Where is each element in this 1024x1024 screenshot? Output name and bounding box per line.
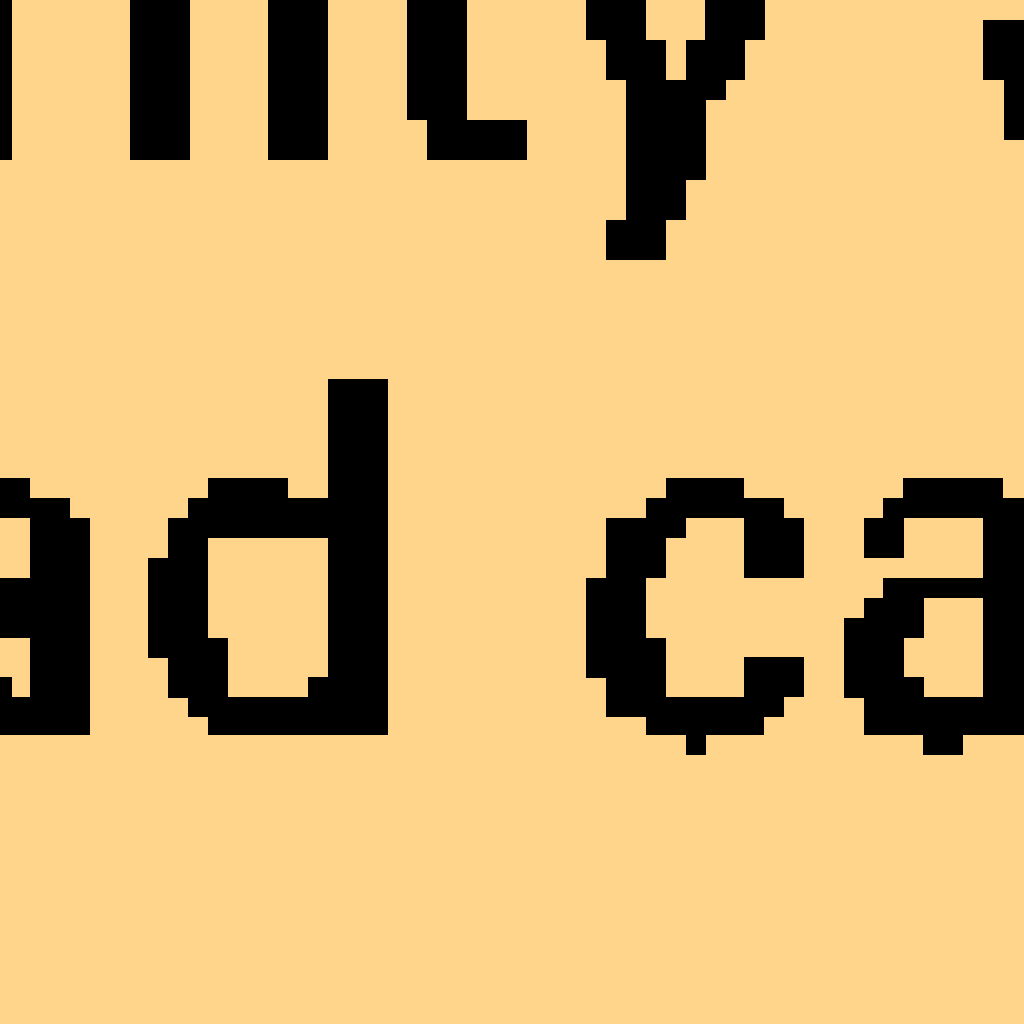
glyph-a-left <box>0 478 90 735</box>
glyph-fragment-right <box>983 20 1024 140</box>
line-2-glyphs <box>0 379 1024 755</box>
glyph-i <box>130 0 190 160</box>
glyph-l-stem <box>268 0 328 160</box>
glyph-stem-fragment <box>0 0 12 160</box>
glyph-d <box>148 379 388 735</box>
glyph-t-stem <box>407 0 467 120</box>
glyph-t-foot <box>427 120 527 160</box>
glyph-c <box>586 478 804 755</box>
line-1-glyphs <box>0 0 1024 260</box>
glyph-y <box>586 0 765 260</box>
glyph-a-right <box>844 478 1024 755</box>
